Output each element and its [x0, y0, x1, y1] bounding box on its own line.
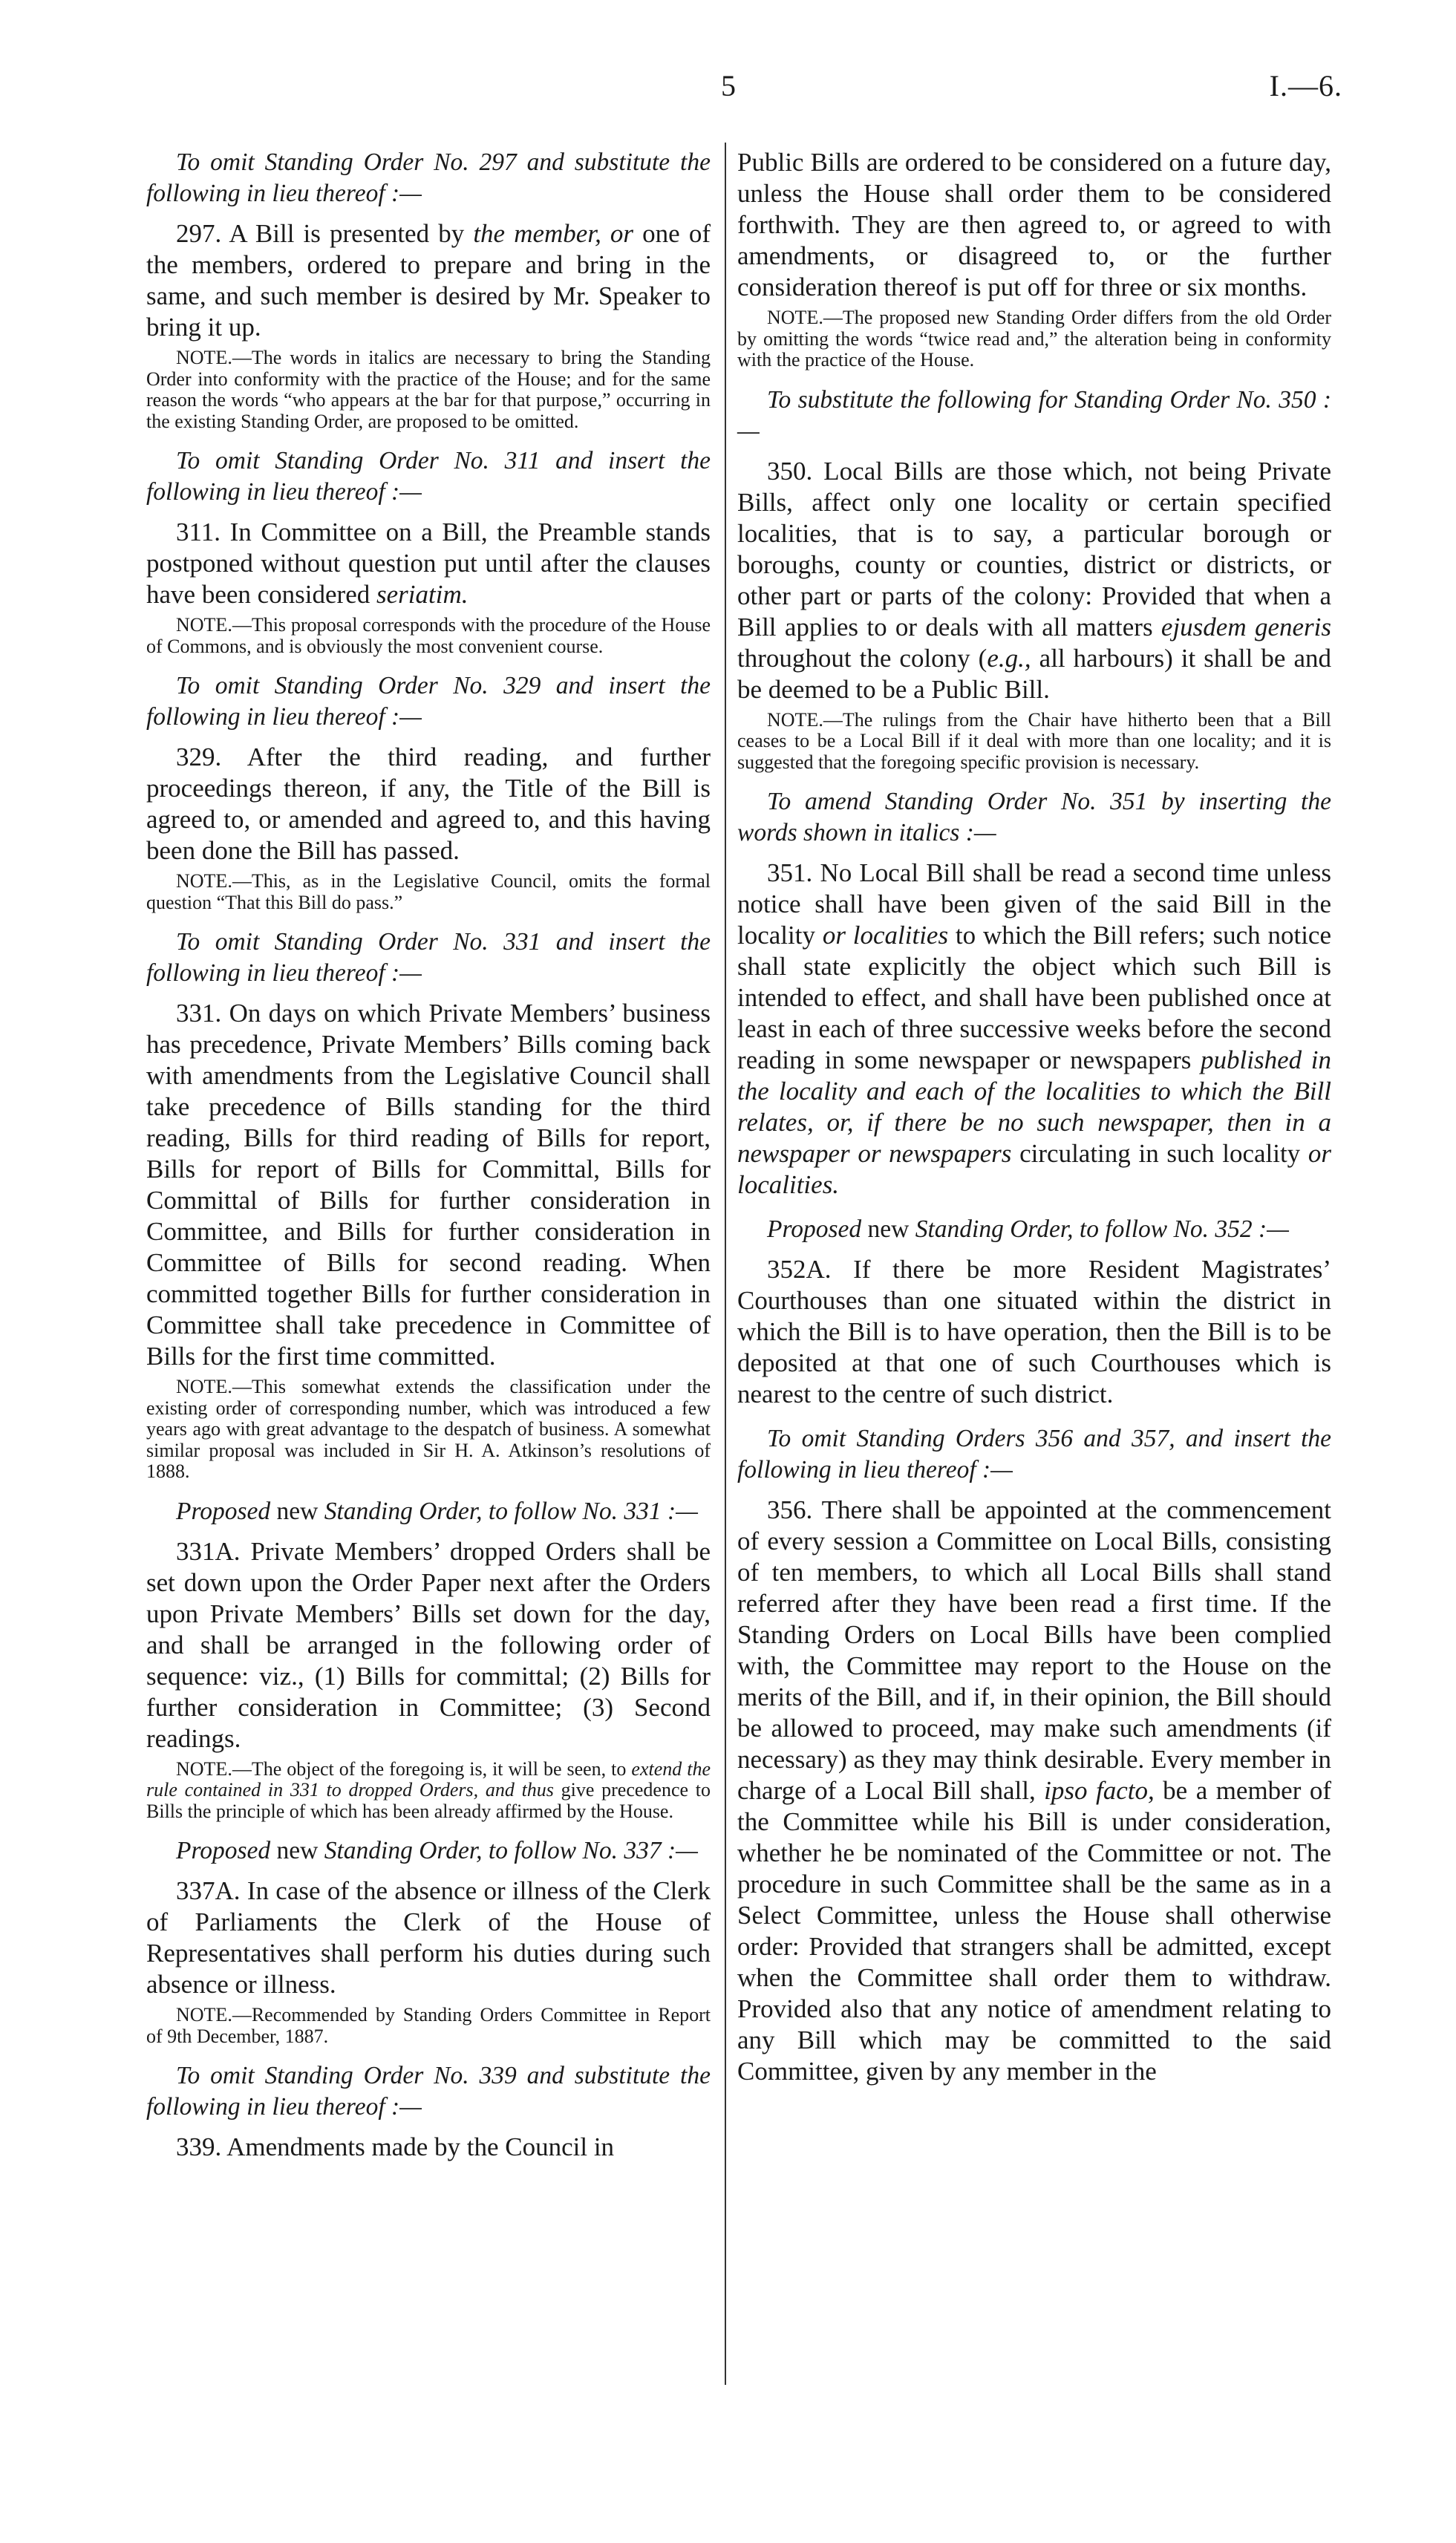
text: all harbours) it shall be and be deemed to be a Public Bill. [737, 643, 1331, 704]
instruction [737, 1214, 1331, 1245]
text: Standing Order, to follow No. 352 :— [915, 1215, 1289, 1243]
instruction: To omit Standing Orders 356 and 357, and insert the following in lieu thereof :— [737, 1425, 1331, 1483]
standing-order [737, 858, 1331, 1201]
text: 350. Local Bills are those which, not being Private Bills, affect only one locality or certain specified localities, that is to say, a particular borough or boroughs, county or counties, district or districts, or other part or parts of the colony: Provided that when a Bill applies to or deals with all matters [737, 456, 1331, 642]
instruction [146, 1835, 711, 1867]
italic-text: e.g., [987, 643, 1031, 673]
italic-text: ipso facto, [1044, 1776, 1155, 1805]
text: one of the members, ordered to prepare and bring in the same, and such member is desired by Mr. Speaker to bring it up. [146, 219, 711, 342]
upright-text: new [861, 1215, 915, 1243]
instruction: To omit Standing Order No. 329 and insert the following in lieu thereof :— [146, 672, 711, 731]
italic-text: the member, or [473, 219, 634, 248]
right-column [737, 147, 1331, 2087]
standing-order [737, 1495, 1331, 2087]
text: Standing Order, to follow No. 331 :— [324, 1497, 698, 1525]
standing-order: 331A. Private Members’ dropped Orders shall be set down upon the Order Paper next after the Orders upon Private Members’ Bills set down for the day, and shall be arranged in the following order of sequence: viz., (1) Bills for committal; (2) Bills for further consideration in Committee; (3) Second readings. [146, 1536, 711, 1753]
instruction: To omit Standing Order No. 311 and insert the following in lieu thereof :— [146, 447, 711, 506]
text: be a member of the Committee while his Bill is under consideration, whether he be nominated of the Committee or not. The procedure in such Committee shall be the same as in a Select Committee, unless the House shall otherwise order: Provided that strangers shall be admitted, except when the Committee shall order them to withdraw. Provided also that any notice of amendment relating to any Bill which may be committed to the said Committee, given by any member in the [737, 1776, 1331, 2086]
note: NOTE.—This proposal corresponds with the procedure of the House of Commons, and is obviously the most convenient course. [146, 614, 711, 657]
standing-order: 329. After the third reading, and further proceedings thereon, if any, the Title of the Bill is agreed to, or amended and agreed to, and this having been done the Bill has passed. [146, 742, 711, 865]
note: NOTE.—This, as in the Legislative Council, omits the formal question “That this Bill do pass.” [146, 870, 711, 913]
text: throughout the colony ( [737, 643, 987, 673]
note: NOTE.—The rulings from the Chair have hitherto been that a Bill ceases to be a Local Bill if it deal with more than one locality; and it is suggested that the foregoing specific provision is necessary. [737, 708, 1331, 773]
instruction: To omit Standing Order No. 331 and insert the following in lieu thereof :— [146, 928, 711, 987]
standing-order: 352A. If there be more Resident Magistrates’ Courthouses than one situated within the district in which the Bill is to have operation, then the Bill is to be deposited at that one of such Courthouses which is nearest to the centre of such district. [737, 1255, 1331, 1408]
instruction: To amend Standing Order No. 351 by inserting the words shown in italics :— [737, 788, 1331, 846]
instruction [146, 1496, 711, 1527]
note: NOTE.—This somewhat extends the classification under the existing order of corresponding number, which was introduced a few years ago with great advantage to the despatch of business. A somewhat similar proposal was included in Sir H. A. Atkinson’s resolutions of 1888. [146, 1376, 711, 1482]
upright-text: new [270, 1497, 324, 1525]
text: give precedence to Bills the principle of which has been already affirmed by the House. [146, 1779, 711, 1822]
standing-order [146, 517, 711, 610]
left-column [146, 147, 711, 2163]
note: NOTE.—The words in italics are necessary to bring the Standing Order into conformity with the practice of the House; and for the same reason the words “who appears at the bar for that purpose,” occurring in the existing Standing Order, are proposed to be omitted. [146, 347, 711, 432]
italic-text: seriatim. [376, 580, 469, 609]
standing-order [737, 456, 1331, 705]
page-number: 5 [721, 69, 736, 102]
standing-order: 339. Amendments made by the Council in [176, 2132, 615, 2161]
text: Standing Order, to follow No. 337 :— [324, 1837, 698, 1864]
instruction: To substitute the following for Standing Order No. 350 :— [737, 385, 1331, 445]
instruction: To omit Standing Order No. 339 and substitute the following in lieu thereof :— [146, 2062, 711, 2121]
text: to which the Bill refers; such notice shall state explicitly the object which such Bill is intended to effect, and shall have been published once at least in each of three successive weeks before the second reading in some newspaper or newspapers [737, 921, 1331, 1074]
upright-text: new [270, 1837, 324, 1864]
italic-text: published in the locality and each of the localities to which the Bill relates, or, if there be no such newspaper, then in a newspaper or newspapers [737, 1045, 1332, 1168]
note: NOTE.—The proposed new Standing Order differs from the old Order by omitting the words “twice read and,” the alteration being in conformity with the practice of the House. [737, 307, 1331, 370]
italic-text: ejusdem generis [1160, 612, 1331, 642]
text: NOTE.—The object of the foregoing is, it will be seen, to [176, 1757, 632, 1780]
standing-order: 331. On days on which Private Members’ business has precedence, Private Members’ Bills coming back with amendments from the Legislative Council shall take precedence of Bills standing for the third reading, Bills for third reading of Bills for report, Bills for report of Bills for Committal, Bills for Committal of Bills for further consideration in Committee, and Bills for further consideration in Committee of Bills for second reading. When committed together Bills for further consideration in Committee shall take precedence in Committee of Bills for the first time committed. [146, 999, 711, 1371]
column-divider [725, 143, 726, 2385]
note [146, 1759, 711, 1823]
italic-text: extend the rule contained in 331 to dropped Orders, and thus [146, 1757, 711, 1801]
text: 297. A Bill is presented by [176, 219, 474, 248]
text: 351. No Local Bill shall be read a second time unless notice shall have been given of the said Bill in the locality [737, 858, 1331, 950]
page-reference: I.—6. [1269, 69, 1342, 102]
note: NOTE.—Recommended by Standing Orders Committee in Report of 9th December, 1887. [146, 2004, 711, 2047]
text: Proposed [767, 1215, 862, 1243]
text: 356. There shall be appointed at the commencement of every session a Committee on Local Bills, consisting of ten members, to which all Local Bills shall stand referred after they have been read a first time. If the Standing Orders on Local Bills have been complied with, the Committee may report to the House on the merits of the Bill, and if, in their opinion, the Bill should be allowed to proceed, may make such amendments (if necessary) as they may think desirable. Every member in charge of a Local Bill shall, [737, 1495, 1331, 1805]
text: circulating in such locality [1011, 1139, 1308, 1168]
text: Proposed [176, 1497, 271, 1525]
instruction: To omit Standing Order No. 297 and substitute the following in lieu thereof :— [146, 148, 711, 207]
standing-order-continued: Public Bills are ordered to be considered on a future day, unless the House shall order them to be considered forthwith. They are then agreed to, or agreed to with amendments, or disagreed to, or the further consideration thereof is put off for three or six months. [737, 148, 1331, 301]
standing-order [146, 218, 711, 343]
italic-text: or localities [822, 921, 949, 950]
text: Proposed [176, 1837, 271, 1864]
text: 311. In Committee on a Bill, the Preamble stands postponed without question put until after the clauses have been considered [146, 518, 711, 609]
italic-text: or localities. [737, 1139, 1331, 1199]
standing-order: 337A. In case of the absence or illness of the Clerk of Parliaments the Clerk of the House of Representatives shall perform his duties during such absence or illness. [146, 1876, 711, 1999]
